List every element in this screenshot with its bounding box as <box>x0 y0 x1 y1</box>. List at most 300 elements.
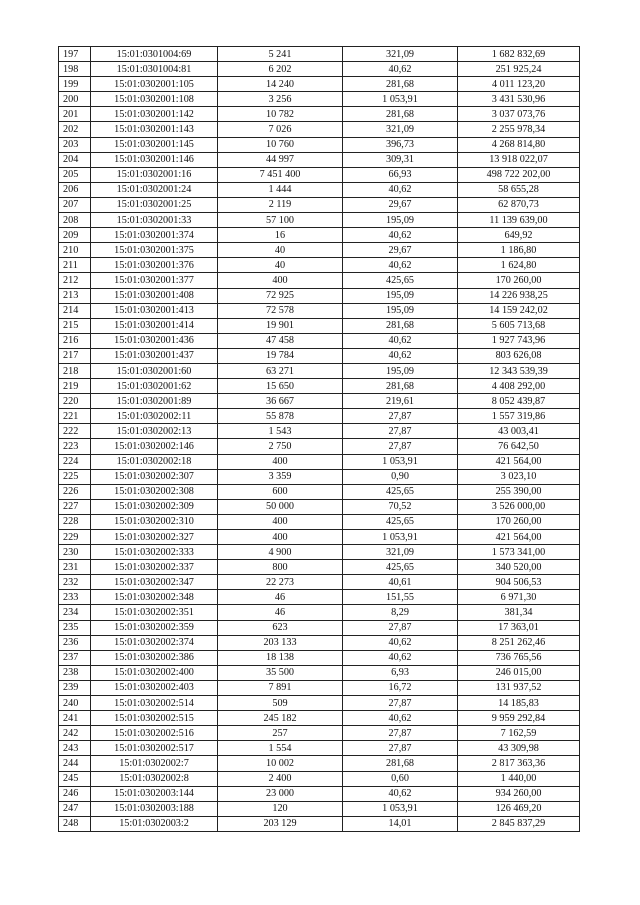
specific-value-cell: 66,93 <box>343 167 458 182</box>
specific-value-cell: 40,61 <box>343 575 458 590</box>
specific-value-cell: 27,87 <box>343 424 458 439</box>
area-cell: 1 554 <box>218 741 343 756</box>
cadastral-value-cell: 76 642,50 <box>458 439 580 454</box>
cadastral-value-cell: 2 817 363,36 <box>458 756 580 771</box>
specific-value-cell: 70,52 <box>343 499 458 514</box>
row-number-cell: 232 <box>59 575 91 590</box>
specific-value-cell: 425,65 <box>343 514 458 529</box>
cadastral-value-cell: 1 573 341,00 <box>458 545 580 560</box>
cadastral-number-cell: 15:01:0302002:351 <box>91 605 218 620</box>
table-row <box>59 182 580 197</box>
row-number-cell: 197 <box>59 47 91 62</box>
cadastral-number-cell: 15:01:0302001:436 <box>91 333 218 348</box>
specific-value-cell: 219,61 <box>343 394 458 409</box>
area-cell: 16 <box>218 228 343 243</box>
row-number-cell: 228 <box>59 514 91 529</box>
row-number-cell: 245 <box>59 771 91 786</box>
row-number-cell: 210 <box>59 243 91 258</box>
area-cell: 10 782 <box>218 107 343 122</box>
area-cell: 6 202 <box>218 62 343 77</box>
row-number-cell: 218 <box>59 363 91 378</box>
specific-value-cell: 40,62 <box>343 711 458 726</box>
area-cell: 36 667 <box>218 394 343 409</box>
cadastral-value-cell: 1 624,80 <box>458 258 580 273</box>
cadastral-value-cell: 934 260,00 <box>458 786 580 801</box>
cadastral-number-cell: 15:01:0302002:517 <box>91 741 218 756</box>
row-number-cell: 236 <box>59 635 91 650</box>
row-number-cell: 213 <box>59 288 91 303</box>
cadastral-number-cell: 15:01:0302003:2 <box>91 816 218 831</box>
area-cell: 14 240 <box>218 77 343 92</box>
cadastral-number-cell: 15:01:0302002:359 <box>91 620 218 635</box>
row-number-cell: 227 <box>59 499 91 514</box>
row-number-cell: 201 <box>59 107 91 122</box>
cadastral-number-cell: 15:01:0302002:310 <box>91 514 218 529</box>
cadastral-value-cell: 1 186,80 <box>458 243 580 258</box>
table-row <box>59 650 580 665</box>
cadastral-number-cell: 15:01:0302002:18 <box>91 454 218 469</box>
table-row <box>59 469 580 484</box>
cadastral-number-cell: 15:01:0302001:24 <box>91 182 218 197</box>
cadastral-value-cell: 5 605 713,68 <box>458 318 580 333</box>
specific-value-cell: 396,73 <box>343 137 458 152</box>
cadastral-value-cell: 14 159 242,02 <box>458 303 580 318</box>
cadastral-number-cell: 15:01:0302001:89 <box>91 394 218 409</box>
table-row <box>59 122 580 137</box>
specific-value-cell: 425,65 <box>343 273 458 288</box>
specific-value-cell: 0,90 <box>343 469 458 484</box>
row-number-cell: 231 <box>59 560 91 575</box>
cadastral-value-cell: 14 185,83 <box>458 696 580 711</box>
row-number-cell: 224 <box>59 454 91 469</box>
row-number-cell: 230 <box>59 545 91 560</box>
table-row <box>59 680 580 695</box>
cadastral-number-cell: 15:01:0302002:13 <box>91 424 218 439</box>
area-cell: 3 359 <box>218 469 343 484</box>
specific-value-cell: 27,87 <box>343 726 458 741</box>
cadastral-number-cell: 15:01:0302002:7 <box>91 756 218 771</box>
table-row <box>59 665 580 680</box>
table-row <box>59 197 580 212</box>
cadastral-value-cell: 255 390,00 <box>458 484 580 499</box>
specific-value-cell: 195,09 <box>343 288 458 303</box>
table-row <box>59 243 580 258</box>
row-number-cell: 211 <box>59 258 91 273</box>
row-number-cell: 244 <box>59 756 91 771</box>
cadastral-number-cell: 15:01:0302002:403 <box>91 680 218 695</box>
area-cell: 55 878 <box>218 409 343 424</box>
table-row <box>59 137 580 152</box>
table-row <box>59 47 580 62</box>
table-body <box>59 47 580 832</box>
area-cell: 7 026 <box>218 122 343 137</box>
cadastral-number-cell: 15:01:0302002:309 <box>91 499 218 514</box>
specific-value-cell: 281,68 <box>343 318 458 333</box>
table-row <box>59 62 580 77</box>
area-cell: 1 543 <box>218 424 343 439</box>
table-row <box>59 258 580 273</box>
cadastral-number-cell: 15:01:0302002:337 <box>91 560 218 575</box>
table-row <box>59 756 580 771</box>
specific-value-cell: 425,65 <box>343 560 458 575</box>
row-number-cell: 239 <box>59 680 91 695</box>
specific-value-cell: 321,09 <box>343 122 458 137</box>
table-row <box>59 454 580 469</box>
table-row <box>59 530 580 545</box>
cadastral-value-cell: 904 506,53 <box>458 575 580 590</box>
cadastral-number-cell: 15:01:0302001:437 <box>91 348 218 363</box>
cadastral-number-cell: 15:01:0302002:327 <box>91 530 218 545</box>
area-cell: 400 <box>218 530 343 545</box>
area-cell: 509 <box>218 696 343 711</box>
table-row <box>59 499 580 514</box>
cadastral-value-cell: 381,34 <box>458 605 580 620</box>
row-number-cell: 241 <box>59 711 91 726</box>
cadastral-value-cell: 421 564,00 <box>458 454 580 469</box>
specific-value-cell: 321,09 <box>343 545 458 560</box>
area-cell: 40 <box>218 243 343 258</box>
specific-value-cell: 27,87 <box>343 409 458 424</box>
row-number-cell: 235 <box>59 620 91 635</box>
table-row <box>59 333 580 348</box>
row-number-cell: 221 <box>59 409 91 424</box>
row-number-cell: 202 <box>59 122 91 137</box>
table-row <box>59 394 580 409</box>
area-cell: 5 241 <box>218 47 343 62</box>
specific-value-cell: 16,72 <box>343 680 458 695</box>
area-cell: 4 900 <box>218 545 343 560</box>
row-number-cell: 229 <box>59 530 91 545</box>
table-row <box>59 620 580 635</box>
specific-value-cell: 281,68 <box>343 77 458 92</box>
area-cell: 800 <box>218 560 343 575</box>
table-row <box>59 77 580 92</box>
cadastral-value-cell: 6 971,30 <box>458 590 580 605</box>
cadastral-number-cell: 15:01:0302002:8 <box>91 771 218 786</box>
cadastral-value-cell: 1 557 319,86 <box>458 409 580 424</box>
area-cell: 23 000 <box>218 786 343 801</box>
row-number-cell: 226 <box>59 484 91 499</box>
cadastral-value-cell: 3 526 000,00 <box>458 499 580 514</box>
cadastral-value-cell: 170 260,00 <box>458 273 580 288</box>
table-row <box>59 92 580 107</box>
area-cell: 7 451 400 <box>218 167 343 182</box>
cadastral-number-cell: 15:01:0302002:515 <box>91 711 218 726</box>
table-row <box>59 303 580 318</box>
cadastral-number-cell: 15:01:0302003:144 <box>91 786 218 801</box>
row-number-cell: 223 <box>59 439 91 454</box>
cadastral-number-cell: 15:01:0302003:188 <box>91 801 218 816</box>
area-cell: 46 <box>218 590 343 605</box>
specific-value-cell: 1 053,91 <box>343 454 458 469</box>
table-row <box>59 273 580 288</box>
table-row <box>59 379 580 394</box>
cadastral-number-cell: 15:01:0302002:307 <box>91 469 218 484</box>
table-row <box>59 424 580 439</box>
row-number-cell: 217 <box>59 348 91 363</box>
area-cell: 72 578 <box>218 303 343 318</box>
cadastral-number-cell: 15:01:0302001:375 <box>91 243 218 258</box>
row-number-cell: 240 <box>59 696 91 711</box>
area-cell: 47 458 <box>218 333 343 348</box>
cadastral-value-cell: 803 626,08 <box>458 348 580 363</box>
area-cell: 10 760 <box>218 137 343 152</box>
specific-value-cell: 1 053,91 <box>343 530 458 545</box>
cadastral-value-cell: 246 015,00 <box>458 665 580 680</box>
row-number-cell: 222 <box>59 424 91 439</box>
cadastral-value-cell: 3 037 073,76 <box>458 107 580 122</box>
specific-value-cell: 40,62 <box>343 348 458 363</box>
cadastral-number-cell: 15:01:0302001:60 <box>91 363 218 378</box>
area-cell: 19 784 <box>218 348 343 363</box>
cadastral-value-cell: 43 003,41 <box>458 424 580 439</box>
row-number-cell: 234 <box>59 605 91 620</box>
cadastral-number-cell: 15:01:0302001:377 <box>91 273 218 288</box>
row-number-cell: 238 <box>59 665 91 680</box>
table-row <box>59 771 580 786</box>
table-row <box>59 288 580 303</box>
cadastral-number-cell: 15:01:0302002:400 <box>91 665 218 680</box>
specific-value-cell: 29,67 <box>343 243 458 258</box>
area-cell: 18 138 <box>218 650 343 665</box>
table-row <box>59 484 580 499</box>
cadastral-value-cell: 11 139 639,00 <box>458 213 580 228</box>
cadastral-number-cell: 15:01:0302001:142 <box>91 107 218 122</box>
specific-value-cell: 6,93 <box>343 665 458 680</box>
cadastral-value-cell: 126 469,20 <box>458 801 580 816</box>
cadastral-value-cell: 4 268 814,80 <box>458 137 580 152</box>
area-cell: 50 000 <box>218 499 343 514</box>
area-cell: 40 <box>218 258 343 273</box>
specific-value-cell: 281,68 <box>343 107 458 122</box>
area-cell: 10 002 <box>218 756 343 771</box>
area-cell: 44 997 <box>218 152 343 167</box>
cadastral-number-cell: 15:01:0302002:386 <box>91 650 218 665</box>
row-number-cell: 204 <box>59 152 91 167</box>
row-number-cell: 200 <box>59 92 91 107</box>
area-cell: 2 400 <box>218 771 343 786</box>
specific-value-cell: 40,62 <box>343 786 458 801</box>
cadastral-number-cell: 15:01:0302001:62 <box>91 379 218 394</box>
row-number-cell: 225 <box>59 469 91 484</box>
row-number-cell: 209 <box>59 228 91 243</box>
table-row <box>59 711 580 726</box>
table-row <box>59 726 580 741</box>
specific-value-cell: 321,09 <box>343 47 458 62</box>
specific-value-cell: 8,29 <box>343 605 458 620</box>
cadastral-number-cell: 15:01:0302002:333 <box>91 545 218 560</box>
row-number-cell: 242 <box>59 726 91 741</box>
area-cell: 2 119 <box>218 197 343 212</box>
cadastral-value-cell: 17 363,01 <box>458 620 580 635</box>
table-row <box>59 816 580 831</box>
cadastral-value-cell: 251 925,24 <box>458 62 580 77</box>
cadastral-value-cell: 9 959 292,84 <box>458 711 580 726</box>
cadastral-value-cell: 736 765,56 <box>458 650 580 665</box>
specific-value-cell: 29,67 <box>343 197 458 212</box>
cadastral-value-cell: 498 722 202,00 <box>458 167 580 182</box>
area-cell: 35 500 <box>218 665 343 680</box>
cadastral-number-cell: 15:01:0302001:143 <box>91 122 218 137</box>
table-row <box>59 514 580 529</box>
cadastral-number-cell: 15:01:0302001:25 <box>91 197 218 212</box>
cadastral-value-cell: 340 520,00 <box>458 560 580 575</box>
area-cell: 2 750 <box>218 439 343 454</box>
row-number-cell: 247 <box>59 801 91 816</box>
cadastral-value-cell: 58 655,28 <box>458 182 580 197</box>
cadastral-value-cell: 14 226 938,25 <box>458 288 580 303</box>
table-row <box>59 801 580 816</box>
area-cell: 600 <box>218 484 343 499</box>
area-cell: 46 <box>218 605 343 620</box>
cadastral-number-cell: 15:01:0302001:408 <box>91 288 218 303</box>
row-number-cell: 198 <box>59 62 91 77</box>
row-number-cell: 214 <box>59 303 91 318</box>
specific-value-cell: 195,09 <box>343 363 458 378</box>
table-row <box>59 409 580 424</box>
row-number-cell: 203 <box>59 137 91 152</box>
cadastral-number-cell: 15:01:0302001:105 <box>91 77 218 92</box>
cadastral-value-cell: 1 682 832,69 <box>458 47 580 62</box>
row-number-cell: 219 <box>59 379 91 394</box>
specific-value-cell: 27,87 <box>343 696 458 711</box>
area-cell: 400 <box>218 514 343 529</box>
table-row <box>59 786 580 801</box>
table-row <box>59 741 580 756</box>
table-row <box>59 213 580 228</box>
cadastral-number-cell: 15:01:0302002:514 <box>91 696 218 711</box>
specific-value-cell: 281,68 <box>343 379 458 394</box>
specific-value-cell: 14,01 <box>343 816 458 831</box>
specific-value-cell: 0,60 <box>343 771 458 786</box>
specific-value-cell: 1 053,91 <box>343 92 458 107</box>
cadastral-value-cell: 2 255 978,34 <box>458 122 580 137</box>
specific-value-cell: 27,87 <box>343 741 458 756</box>
table-row <box>59 348 580 363</box>
row-number-cell: 243 <box>59 741 91 756</box>
table-row <box>59 167 580 182</box>
specific-value-cell: 40,62 <box>343 62 458 77</box>
area-cell: 19 901 <box>218 318 343 333</box>
area-cell: 400 <box>218 273 343 288</box>
specific-value-cell: 281,68 <box>343 756 458 771</box>
area-cell: 57 100 <box>218 213 343 228</box>
cadastral-number-cell: 15:01:0302001:146 <box>91 152 218 167</box>
cadastral-number-cell: 15:01:0302001:16 <box>91 167 218 182</box>
cadastral-value-cell: 1 927 743,96 <box>458 333 580 348</box>
cadastral-value-cell: 13 918 022,07 <box>458 152 580 167</box>
cadastral-value-cell: 3 023,10 <box>458 469 580 484</box>
table-row <box>59 318 580 333</box>
specific-value-cell: 309,31 <box>343 152 458 167</box>
table-row <box>59 152 580 167</box>
table-row <box>59 439 580 454</box>
area-cell: 400 <box>218 454 343 469</box>
cadastral-number-cell: 15:01:0302001:145 <box>91 137 218 152</box>
area-cell: 623 <box>218 620 343 635</box>
area-cell: 72 925 <box>218 288 343 303</box>
specific-value-cell: 425,65 <box>343 484 458 499</box>
specific-value-cell: 1 053,91 <box>343 801 458 816</box>
row-number-cell: 212 <box>59 273 91 288</box>
specific-value-cell: 27,87 <box>343 439 458 454</box>
area-cell: 203 129 <box>218 816 343 831</box>
cadastral-value-cell: 1 440,00 <box>458 771 580 786</box>
table-row <box>59 363 580 378</box>
row-number-cell: 248 <box>59 816 91 831</box>
cadastral-number-cell: 15:01:0302002:146 <box>91 439 218 454</box>
specific-value-cell: 195,09 <box>343 303 458 318</box>
row-number-cell: 220 <box>59 394 91 409</box>
table-row <box>59 228 580 243</box>
cadastral-number-cell: 15:01:0302001:374 <box>91 228 218 243</box>
specific-value-cell: 40,62 <box>343 182 458 197</box>
table-row <box>59 107 580 122</box>
table-row <box>59 635 580 650</box>
cadastral-value-cell: 43 309,98 <box>458 741 580 756</box>
cadastral-number-cell: 15:01:0301004:81 <box>91 62 218 77</box>
cadastral-number-cell: 15:01:0302002:348 <box>91 590 218 605</box>
area-cell: 7 891 <box>218 680 343 695</box>
cadastral-number-cell: 15:01:0302002:374 <box>91 635 218 650</box>
table-row <box>59 575 580 590</box>
cadastral-value-cell: 7 162,59 <box>458 726 580 741</box>
area-cell: 3 256 <box>218 92 343 107</box>
row-number-cell: 208 <box>59 213 91 228</box>
specific-value-cell: 40,62 <box>343 228 458 243</box>
row-number-cell: 206 <box>59 182 91 197</box>
specific-value-cell: 40,62 <box>343 333 458 348</box>
cadastral-number-cell: 15:01:0302001:33 <box>91 213 218 228</box>
table-row <box>59 696 580 711</box>
row-number-cell: 207 <box>59 197 91 212</box>
row-number-cell: 199 <box>59 77 91 92</box>
cadastral-value-cell: 3 431 530,96 <box>458 92 580 107</box>
row-number-cell: 246 <box>59 786 91 801</box>
cadastral-number-cell: 15:01:0302002:11 <box>91 409 218 424</box>
cadastral-value-cell: 2 845 837,29 <box>458 816 580 831</box>
cadastral-number-cell: 15:01:0302001:108 <box>91 92 218 107</box>
cadastral-number-cell: 15:01:0302001:376 <box>91 258 218 273</box>
cadastral-number-cell: 15:01:0302001:414 <box>91 318 218 333</box>
cadastral-value-cell: 4 011 123,20 <box>458 77 580 92</box>
cadastral-value-cell: 8 052 439,87 <box>458 394 580 409</box>
cadastral-value-cell: 421 564,00 <box>458 530 580 545</box>
table-row <box>59 545 580 560</box>
cadastral-number-cell: 15:01:0302001:413 <box>91 303 218 318</box>
cadastral-value-cell: 62 870,73 <box>458 197 580 212</box>
area-cell: 63 271 <box>218 363 343 378</box>
row-number-cell: 205 <box>59 167 91 182</box>
cadastral-number-cell: 15:01:0302002:308 <box>91 484 218 499</box>
cadastral-value-cell: 8 251 262,46 <box>458 635 580 650</box>
row-number-cell: 233 <box>59 590 91 605</box>
table-row <box>59 605 580 620</box>
specific-value-cell: 40,62 <box>343 650 458 665</box>
specific-value-cell: 27,87 <box>343 620 458 635</box>
specific-value-cell: 151,55 <box>343 590 458 605</box>
cadastral-value-cell: 4 408 292,00 <box>458 379 580 394</box>
row-number-cell: 215 <box>59 318 91 333</box>
cadastral-number-cell: 15:01:0302002:516 <box>91 726 218 741</box>
specific-value-cell: 40,62 <box>343 258 458 273</box>
specific-value-cell: 40,62 <box>343 635 458 650</box>
cadastral-value-cell: 131 937,52 <box>458 680 580 695</box>
table-row <box>59 590 580 605</box>
area-cell: 22 273 <box>218 575 343 590</box>
area-cell: 245 182 <box>218 711 343 726</box>
area-cell: 1 444 <box>218 182 343 197</box>
